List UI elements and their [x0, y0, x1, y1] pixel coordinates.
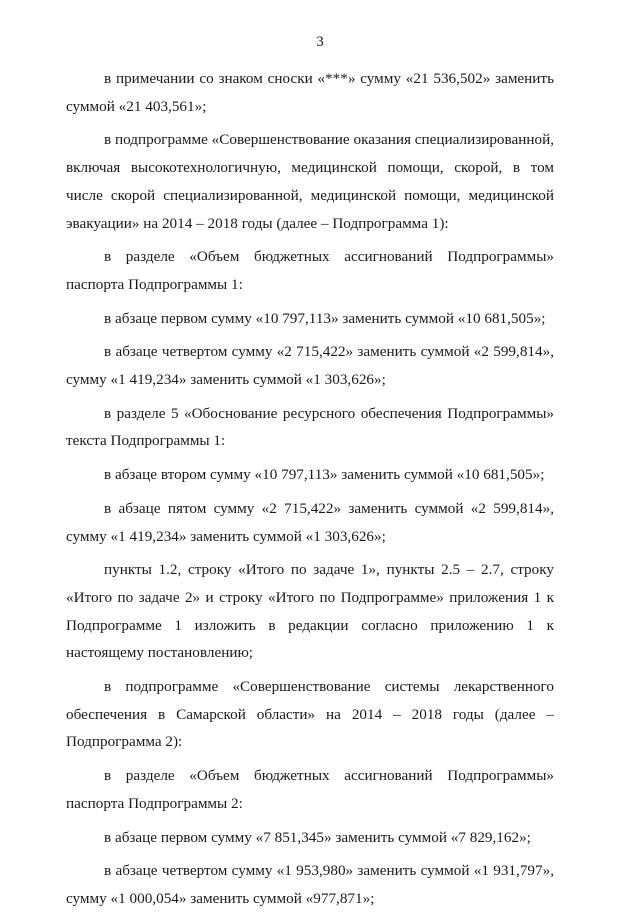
text-line: паспорта Подпрограммы 2:	[66, 794, 243, 812]
paragraph	[66, 857, 554, 912]
document-body	[66, 65, 554, 919]
text-line: эвакуации» на 2014 – 2018 годы (далее – Подпрограмма 1):	[66, 214, 449, 232]
text-line: в разделе 5 «Обоснование ресурсного обеспечения Подпрограммы»	[104, 404, 554, 422]
paragraph	[66, 556, 554, 667]
paragraph	[66, 495, 554, 550]
paragraph	[66, 762, 554, 817]
text-line: Подпрограмма 2):	[66, 733, 183, 751]
text-line: в разделе «Объем бюджетных ассигнований Подпрограммы»	[104, 248, 554, 266]
page-number: 3	[316, 34, 324, 50]
text-line: числе скорой специализированной, медицинской помощи, медицинской	[66, 186, 554, 204]
text-line: в абзаце втором сумму «10 797,113» заменить суммой «10 681,505»;	[104, 466, 545, 484]
text-line: текста Подпрограммы 1:	[66, 432, 226, 450]
text-line: паспорта Подпрограммы 1:	[66, 275, 243, 293]
text-line: сумму «1 419,234» заменить суммой «1 303,626»;	[66, 527, 386, 545]
text-line: Подпрограмме 1 изложить в редакции согласно приложению 1 к	[66, 616, 554, 634]
paragraph	[66, 305, 554, 333]
text-line: включая высокотехнологичную, медицинской помощи, скорой, в том	[66, 159, 554, 177]
text-line: настоящему постановлению;	[66, 644, 254, 662]
text-line: в подпрограмме «Совершенствование системы лекарственного	[104, 678, 554, 696]
paragraph	[66, 243, 554, 298]
text-line: в абзаце четвертом сумму «2 715,422» заменить суммой «2 599,814»,	[104, 343, 554, 361]
text-line: в подпрограмме «Совершенствование оказания специализированной,	[104, 131, 554, 149]
text-line: в абзаце пятом сумму «2 715,422» заменить суммой «2 599,814»,	[104, 499, 554, 517]
text-line: в абзаце первом сумму «10 797,113» заменить суммой «10 681,505»;	[104, 309, 546, 327]
paragraph	[66, 673, 554, 756]
text-line: в абзаце первом сумму «7 851,345» заменить суммой «7 829,162»;	[104, 828, 531, 846]
text-line: в абзаце четвертом сумму «1 953,980» заменить суммой «1 931,797»,	[104, 862, 554, 880]
paragraph	[66, 338, 554, 393]
text-line: «Итого по задаче 2» и строку «Итого по Подпрограмме» приложения 1 к	[66, 588, 554, 606]
text-line: обеспечения в Самарской области» на 2014 – 2018 годы (далее –	[66, 705, 554, 723]
text-line: сумму «1 419,234» заменить суммой «1 303,626»;	[66, 371, 386, 389]
text-line: в примечании со знаком сноски «***» сумму «21 536,502» заменить	[104, 70, 554, 87]
paragraph	[66, 400, 554, 455]
paragraph	[66, 824, 554, 852]
paragraph	[66, 461, 554, 489]
paragraph	[66, 126, 554, 237]
paragraph	[66, 65, 554, 120]
text-line: суммой «21 403,561»;	[66, 97, 207, 115]
text-line: сумму «1 000,054» заменить суммой «977,871»;	[66, 889, 375, 907]
text-line: пункты 1.2, строку «Итого по задаче 1», пункты 2.5 – 2.7, строку	[104, 561, 554, 579]
text-line: в разделе «Объем бюджетных ассигнований Подпрограммы»	[104, 767, 554, 785]
